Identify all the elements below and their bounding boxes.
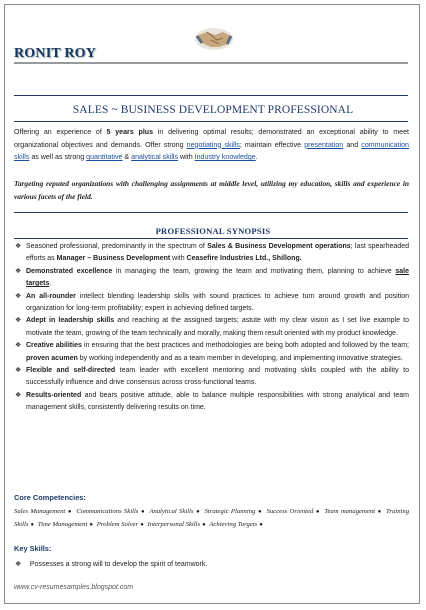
analytical-skills-link[interactable]: analytical skills (131, 153, 179, 162)
synopsis-item: ❖ Results-oriented and bears positive attitude, able to balance multiple responsibilities with strong analytical and team management skills, consistently delivering results on time. (15, 391, 409, 412)
competency-item: Achieving Targets (209, 520, 258, 528)
synopsis-rule-bottom (14, 238, 408, 239)
bullet-icon: ❖ (15, 367, 22, 375)
title-rule-top (14, 95, 408, 96)
objective-statement: Targeting reputed organizations with challenging assignments at middle level, utilizing my education, skills and experience in various facets of the field. (14, 179, 409, 201)
synopsis-item: ❖ Adept in leadership skills and reaching at the assigned targets; astute with my clear vision as I set live example to motivate the team, growing of the team technically and morally, making them result oriented with my product knowledge. (15, 317, 410, 337)
bullet-icon: ❖ (15, 391, 22, 399)
competency-item: Communications Skills (76, 508, 139, 515)
synopsis-item: ❖ Flexible and self-directed team leader with excellent mentoring and motivating skills coupled with the ability to successfully influence and drive consensus across cross-functional teams. (15, 367, 409, 387)
core-competencies-heading: Core Competencies: (14, 493, 86, 502)
synopsis-list (14, 241, 409, 415)
negotiating-skills-link[interactable]: negotiating skills (186, 140, 240, 149)
key-skills-list (14, 559, 409, 571)
competency-item: Sales Management (14, 508, 66, 515)
competency-item: Strategic Planning (204, 508, 256, 515)
synopsis-item: ❖ Demonstrated excellence in managing the team, growing the team and motivating them, planning to achieve sale targets. (15, 267, 409, 288)
synopsis-item: ❖ Seasoned professional, predominantly in the spectrum of Sales & Business Development operations; last spearheaded efforts as Manager – Business Development with Ceasefire Industries Ltd., Shillong. (15, 243, 409, 263)
competency-item: Training Skills (14, 508, 410, 528)
competency-item: Time Management (37, 520, 88, 528)
key-skills-heading: Key Skills: (14, 544, 52, 553)
bullet-icon: ❖ (15, 292, 22, 300)
industry-knowledge-link[interactable]: Industry knowledge (194, 153, 256, 162)
key-skill-item: ❖ Possesses a strong will to develop the spirit of teamwork. (14, 559, 409, 571)
footer-url[interactable]: www.cv-resumesamples.blogspot.com (14, 584, 134, 591)
competency-item: Team management (324, 508, 376, 515)
handshake-icon (193, 22, 235, 54)
competency-item: Interpersonal Skills (147, 520, 201, 528)
synopsis-rule-top (14, 212, 408, 213)
bullet-icon: ❖ (15, 561, 22, 568)
synopsis-heading: PROFESSIONAL SYNOPSIS (155, 226, 271, 236)
header-divider (14, 62, 408, 64)
bullet-icon: ❖ (15, 267, 22, 275)
title-rule-bottom (14, 121, 408, 122)
communication-skills-link[interactable]: communication skills (14, 140, 409, 162)
candidate-name: RONIT ROY (14, 46, 97, 61)
presentation-link[interactable]: presentation (304, 140, 344, 149)
resume-title: SALES ~ BUSINESS DEVELOPMENT PROFESSIONAL (72, 104, 354, 116)
competency-item: Success Oriented (266, 508, 314, 515)
synopsis-item: ❖ An all-rounder intellect blending leadership skills with sound practices to achieve turn around growth and position organization for long-term profitability; expert in achieving defined targets. (15, 292, 409, 313)
bullet-icon: ❖ (15, 317, 22, 325)
bullet-icon: ❖ (15, 342, 22, 350)
synopsis-item: ❖ Creative abilities in ensuring that the best practices and methodologies are being both adopted and followed by the team; proven acumen by working independently and as a team member in developing, and implementing innovative strategies. (15, 342, 409, 362)
competency-item: Analytical Skills (149, 508, 194, 515)
core-competencies-list: Sales Management ● Communications Skills ● Analytical Skills ● Strategic Planning ● Success Oriented ● Team management ● Training Skills ● Time Management ● Problem Solver ● Interpersonal Skills ● Achieving Targets ● (14, 508, 410, 528)
summary-paragraph: Offering an experience of 5 years plus in delivering optimal results; demonstrated an exceptional ability to meet organizational objectives and demands. Offer strong negotiating skills; maintain effective presentation and communication skills as well as strong quantitative & analytical skills with Industry knowledge. (14, 128, 410, 162)
quantitative-link[interactable]: quantitative (86, 153, 123, 162)
bullet-icon: ❖ (15, 243, 22, 250)
competency-item: Problem Solver (96, 520, 139, 528)
